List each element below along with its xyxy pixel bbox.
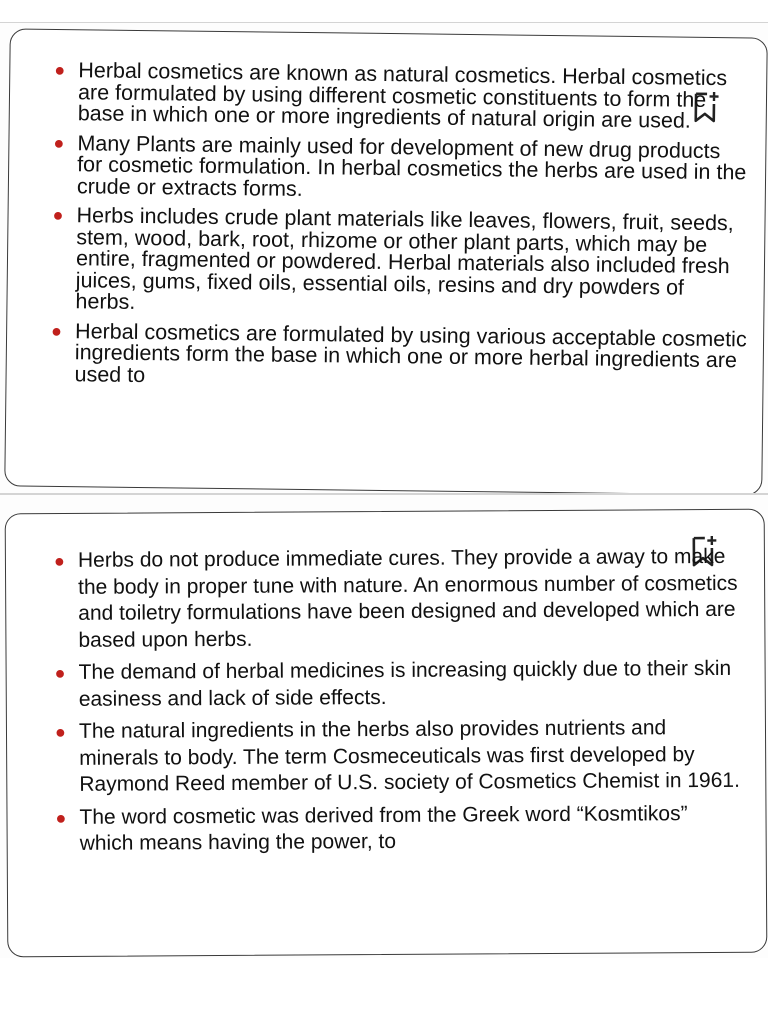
bullet-text: Many Plants are mainly used for development of new drug products for cosmetic formulation. In herbal cosmetics the herbs are used in the crude or extracts forms. [76,130,747,201]
slide-page-1 [0,22,768,494]
bullet-list-1 [46,60,750,402]
bullet-item [50,60,751,133]
bullet-text: Herbal cosmetics are formulated by using various acceptable cosmetic ingredients form the base in which one or more herbal ingredients are used to [74,318,747,387]
bullet-dot: ● [54,662,66,684]
bullet-text: Herbs includes crude plant materials like leaves, flowers, fruit, seeds, stem, wood, bark, root, rhizome or other plant parts, which may be entire, fragmented or powdered. Herbal materials also included fresh juices, gums, fixed oils, essential oils, resins and dry powders of herbs. [75,203,734,314]
bullet-dot: ● [53,132,65,153]
slide-card-2 [5,509,768,958]
bullet-text: The demand of herbal medicines is increasing quickly due to their skin easiness and lack of side effects. [78,656,732,711]
bullet-dot: ● [55,807,67,828]
bullet-item [51,656,741,713]
bullet-dot: ● [51,320,63,341]
bullet-text: Herbal cosmetics are known as natural cosmetics. Herbal cosmetics are formulated by using different cosmetic constituents to form the base in which one or more ingredients of natural origin are used. [77,58,728,133]
bullet-item [49,132,750,205]
bullet-text: The natural ingredients in the herbs also provides nutrients and minerals to body. The term Cosmeceuticals was first developed by Raymond Reed member of U.S. society of Cosmetics Chemist in 1961. [78,716,740,796]
bullet-item [46,320,747,393]
slide-page-2 [0,494,768,960]
bullet-item [47,205,748,321]
bullet-item [50,544,741,654]
bullet-item [51,800,741,857]
bullet-dot: ● [53,550,65,572]
bullet-item [51,715,741,799]
bullet-dot: ● [54,59,66,81]
bullet-dot: ● [54,721,66,743]
slide-card-1 [4,28,768,494]
bullet-dot: ● [52,204,64,226]
page-blank-area [0,958,768,1024]
bullet-list-2 [50,544,742,864]
bullet-text: Herbs do not produce immediate cures. They provide a away to make the body in proper tune with nature. An enormous number of cosmetics and toiletry formulations have been designed and developed which are based upon herbs. [77,544,738,652]
bullet-text: The word cosmetic was derived from the Greek word “Kosmtikos” which means having the power, to [79,801,688,855]
